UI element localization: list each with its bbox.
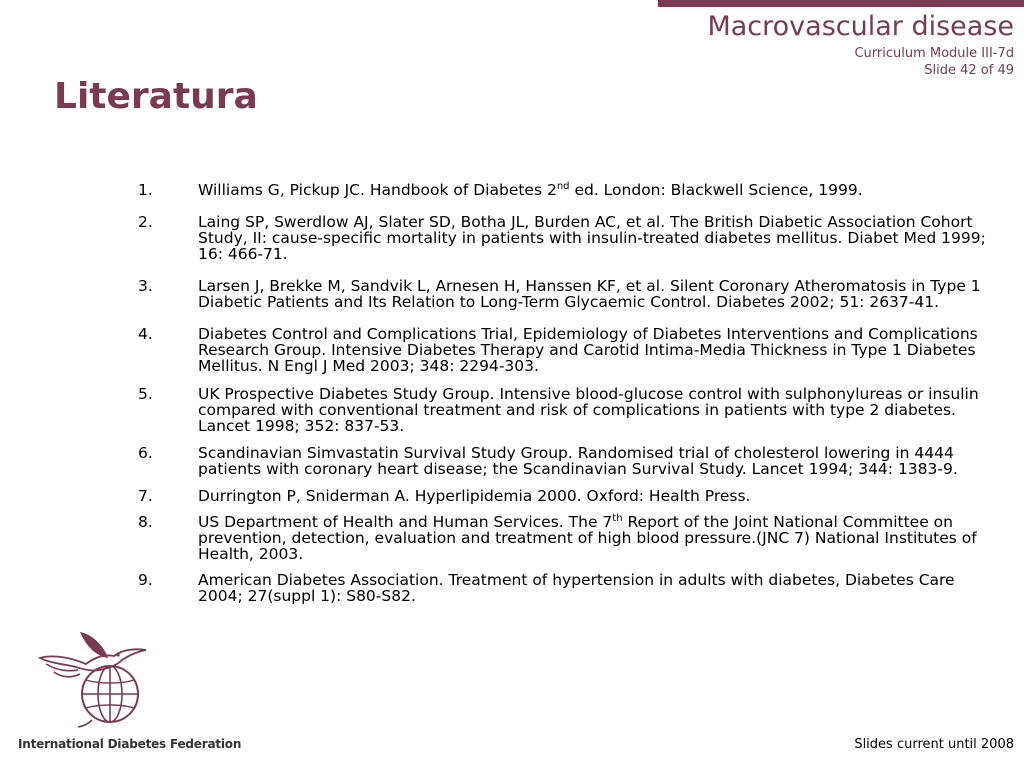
reference-number: 7. bbox=[138, 487, 153, 505]
reference-number: 9. bbox=[138, 571, 153, 589]
reference-text: American Diabetes Association. Treatment of hypertension in adults with diabetes, Diabetes Care 2004; 27(suppl 1): S80-S82. bbox=[198, 571, 955, 605]
reference-item bbox=[138, 278, 1000, 310]
reference-text: Scandinavian Simvastatin Survival Study Group. Randomised trial of cholesterol lowering in 4444 patients with coronary heart disease; the Scandinavian Survival Study. Lancet 1994; 344: 1383-9. bbox=[198, 444, 958, 478]
reference-item bbox=[138, 514, 1000, 562]
reference-number: 6. bbox=[138, 444, 153, 462]
slide-title: Literatura bbox=[54, 76, 258, 117]
curriculum-module-label: Curriculum Module III-7d bbox=[854, 46, 1014, 61]
reference-item bbox=[138, 326, 1000, 374]
reference-item bbox=[138, 214, 1000, 262]
header-accent-bar bbox=[658, 0, 1024, 7]
footer-note: Slides current until 2008 bbox=[854, 737, 1014, 752]
reference-text: Larsen J, Brekke M, Sandvik L, Arnesen H, Hanssen KF, et al. Silent Coronary Atheromatosis in Type 1 Diabetic Patients and Its Relation to Long-Term Glycaemic Control. Diabetes 2002; 51: 2637-41. bbox=[198, 277, 981, 311]
reference-text: US Department of Health and Human Services. The 7th Report of the Joint National Committee on prevention, detection, evaluation and treatment of high blood pressure.(JNC 7) National Institutes of Health, 2003. bbox=[198, 512, 977, 563]
reference-number: 2. bbox=[138, 213, 153, 231]
reference-item bbox=[138, 488, 1000, 504]
reference-text: Laing SP, Swerdlow AJ, Slater SD, Botha JL, Burden AC, et al. The British Diabetic Association Cohort Study, II: cause-specific mortality in patients with insulin-treated diabetes mellitus. Diabet Med 1999; 16: 466-71. bbox=[198, 213, 986, 263]
hummingbird-globe-logo-icon bbox=[32, 628, 154, 728]
reference-item bbox=[138, 182, 1000, 198]
reference-item bbox=[138, 386, 1000, 434]
superscript: th bbox=[612, 512, 623, 524]
module-title: Macrovascular disease bbox=[707, 11, 1014, 42]
superscript: nd bbox=[556, 180, 570, 192]
reference-item bbox=[138, 572, 1000, 604]
reference-number: 8. bbox=[138, 513, 153, 531]
reference-number: 1. bbox=[138, 181, 153, 199]
reference-number: 4. bbox=[138, 325, 153, 343]
reference-item bbox=[138, 445, 1000, 477]
organization-name: International Diabetes Federation bbox=[18, 737, 242, 751]
reference-text: UK Prospective Diabetes Study Group. Intensive blood-glucose control with sulphonylureas or insulin compared with conventional treatment and risk of complications in patients with type 2 diabetes. Lancet 1998; 352: 837-53. bbox=[198, 385, 979, 435]
slide-counter: Slide 42 of 49 bbox=[924, 63, 1014, 78]
reference-text: Durrington P, Sniderman A. Hyperlipidemia 2000. Oxford: Health Press. bbox=[198, 487, 751, 505]
reference-text: Diabetes Control and Complications Trial, Epidemiology of Diabetes Interventions and Complications Research Group. Intensive Diabetes Therapy and Carotid Intima-Media Thickness in Type 1 Diabetes Mellitus. N Engl J Med 2003; 348: 2294-303. bbox=[198, 325, 978, 375]
reference-list bbox=[138, 182, 1000, 604]
reference-text: Williams G, Pickup JC. Handbook of Diabetes 2nd ed. London: Blackwell Science, 1999. bbox=[198, 180, 863, 199]
reference-number: 3. bbox=[138, 277, 153, 295]
reference-number: 5. bbox=[138, 385, 153, 403]
